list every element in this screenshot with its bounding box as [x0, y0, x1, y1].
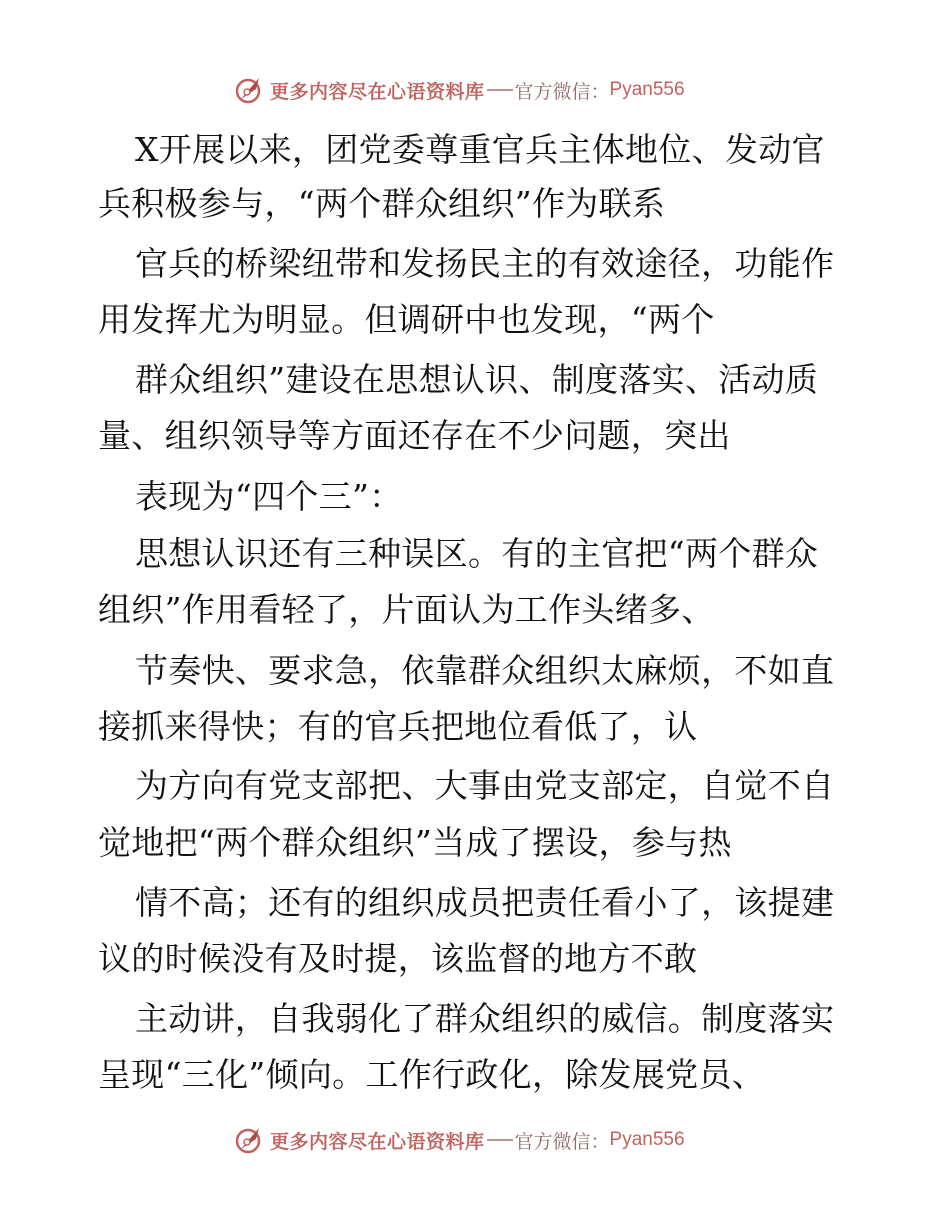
body-line: 呈现“三化”倾向。工作行政化，除发展党员、 [98, 1055, 766, 1094]
body-line: 官兵的桥梁纽带和发扬民主的有效途径，功能作 [135, 244, 835, 283]
body-line: 主动讲，自我弱化了群众组织的威信。制度落实 [135, 999, 835, 1038]
watermark-wechat-id: Pyan556 [609, 79, 685, 100]
body-line: 觉地把“两个群众组织”当成了摆设，参与热 [98, 823, 732, 862]
body-line: 情不高；还有的组织成员把责任看小了，该提建 [135, 883, 835, 922]
body-line: 兵积极参与，“两个群众组织”作为联系 [98, 184, 666, 223]
body-line: 接抓来得快；有的官兵把地位看低了，认 [98, 707, 698, 746]
watermark-wechat-id: Pyan556 [609, 1129, 685, 1150]
watermark-label: 官方微信： [514, 1130, 610, 1153]
body-line: 节奏快、要求急，依靠群众组织太麻烦，不如直 [135, 651, 835, 690]
body-line: 思想认识还有三种误区。有的主官把“两个群众 [135, 534, 819, 573]
body-line: 表现为“四个三”： [135, 477, 403, 516]
body-line: 群众组织”建设在思想认识、制度落实、活动质 [135, 360, 819, 399]
body-line: 议的时候没有及时提，该监督的地方不敢 [98, 939, 698, 978]
watermark-dash [487, 1139, 513, 1141]
watermark-dash [487, 89, 513, 91]
body-line: X开展以来，团党委尊重官兵主体地位、发动官 [135, 130, 825, 169]
watermark-label: 官方微信： [514, 80, 610, 103]
quill-logo-icon [232, 1123, 266, 1157]
body-line: 为方向有党支部把、大事由党支部定，自觉不自 [135, 766, 835, 805]
quill-logo-icon [232, 73, 266, 107]
watermark-site-text: 更多内容尽在心语资料库 [270, 1130, 485, 1153]
body-line: 组织”作用看轻了，片面认为工作头绪多、 [98, 590, 715, 629]
body-line: 量、组织领导等方面还存在不少问题，突出 [98, 416, 731, 455]
body-line: 用发挥尤为明显。但调研中也发现，“两个 [98, 300, 715, 339]
header-watermark [232, 72, 685, 108]
watermark-site-text: 更多内容尽在心语资料库 [270, 80, 485, 103]
footer-watermark [232, 1122, 685, 1158]
